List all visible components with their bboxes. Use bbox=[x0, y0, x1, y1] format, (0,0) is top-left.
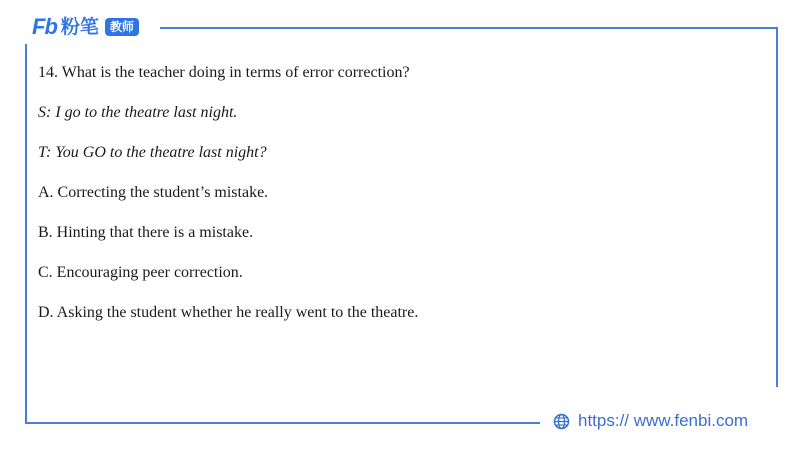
option-d: D. Asking the student whether he really went to the theatre. bbox=[38, 304, 419, 321]
frame-left-divider bbox=[25, 44, 27, 424]
frame-top-divider bbox=[160, 27, 778, 29]
brand-logo bbox=[32, 14, 139, 40]
option-c: C. Encouraging peer correction. bbox=[38, 264, 243, 281]
question-prompt: 14. What is the teacher doing in terms of error correction? bbox=[38, 64, 410, 81]
globe-icon bbox=[553, 413, 570, 430]
frame-bottom-divider bbox=[25, 422, 540, 424]
logo-badge: 教师 bbox=[105, 18, 139, 36]
option-b: B. Hinting that there is a mistake. bbox=[38, 224, 254, 241]
footer bbox=[553, 410, 748, 432]
dialogue-teacher: T: You GO to the theatre last night? bbox=[38, 144, 267, 161]
dialogue-student: S: I go to the theatre last night. bbox=[38, 104, 238, 121]
footer-url-link[interactable]: https:// www.fenbi.com bbox=[578, 411, 749, 430]
option-a: A. Correcting the student’s mistake. bbox=[38, 184, 269, 201]
logo-latin: Fb bbox=[32, 14, 57, 39]
frame-right-divider bbox=[776, 27, 778, 387]
question-content bbox=[38, 63, 758, 343]
logo-chinese: 粉笔 bbox=[60, 16, 99, 38]
